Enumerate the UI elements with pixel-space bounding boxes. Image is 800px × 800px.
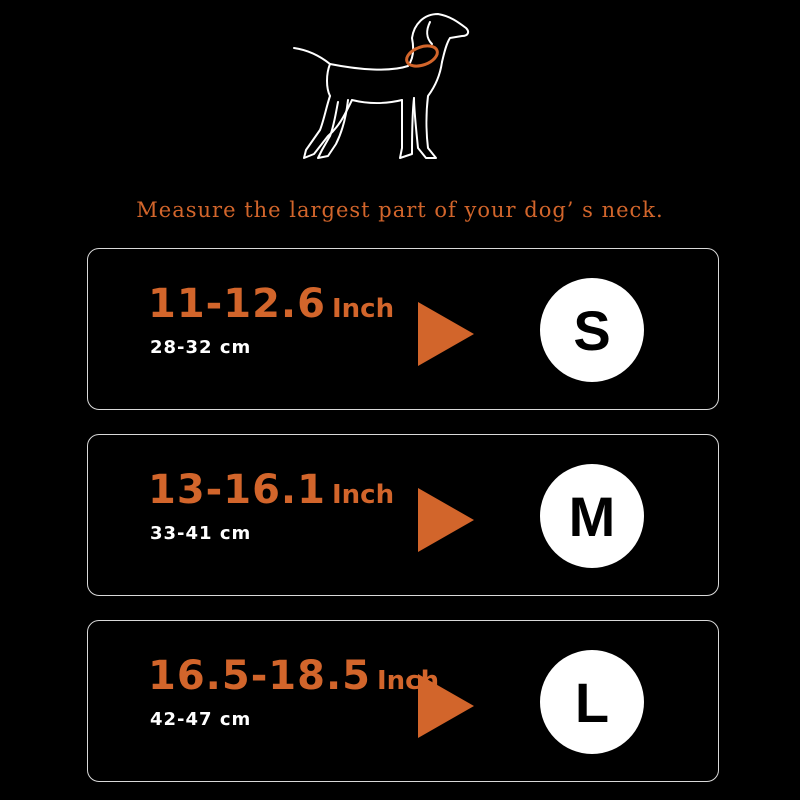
cm-range-value: 28-32	[150, 337, 213, 358]
inch-range	[148, 467, 394, 513]
inch-range-value: 16.5-18.5	[148, 653, 371, 699]
cm-unit: cm	[219, 337, 252, 358]
size-card-s	[87, 248, 719, 410]
inch-range-value: 13-16.1	[148, 467, 326, 513]
play-arrow-icon	[418, 674, 474, 738]
headline: Measure the largest part of your dog’ s neck.	[136, 198, 664, 222]
cm-range	[150, 523, 251, 544]
cm-range	[150, 709, 251, 730]
inch-unit: Inch	[376, 666, 440, 696]
inch-unit: Inch	[331, 480, 395, 510]
size-badge: M	[540, 464, 644, 568]
cm-range-value: 33-41	[150, 523, 213, 544]
cm-range	[150, 337, 251, 358]
inch-range	[148, 281, 394, 327]
play-arrow-icon	[418, 488, 474, 552]
size-badge: S	[540, 278, 644, 382]
cm-unit: cm	[219, 709, 252, 730]
inch-range	[148, 653, 439, 699]
cm-unit: cm	[219, 523, 252, 544]
inch-range-value: 11-12.6	[148, 281, 326, 327]
inch-unit: Inch	[331, 294, 395, 324]
size-card-m	[87, 434, 719, 596]
cm-range-value: 42-47	[150, 709, 213, 730]
size-badge: L	[540, 650, 644, 754]
dog-collar-icon	[290, 8, 480, 168]
play-arrow-icon	[418, 302, 474, 366]
size-card-l	[87, 620, 719, 782]
